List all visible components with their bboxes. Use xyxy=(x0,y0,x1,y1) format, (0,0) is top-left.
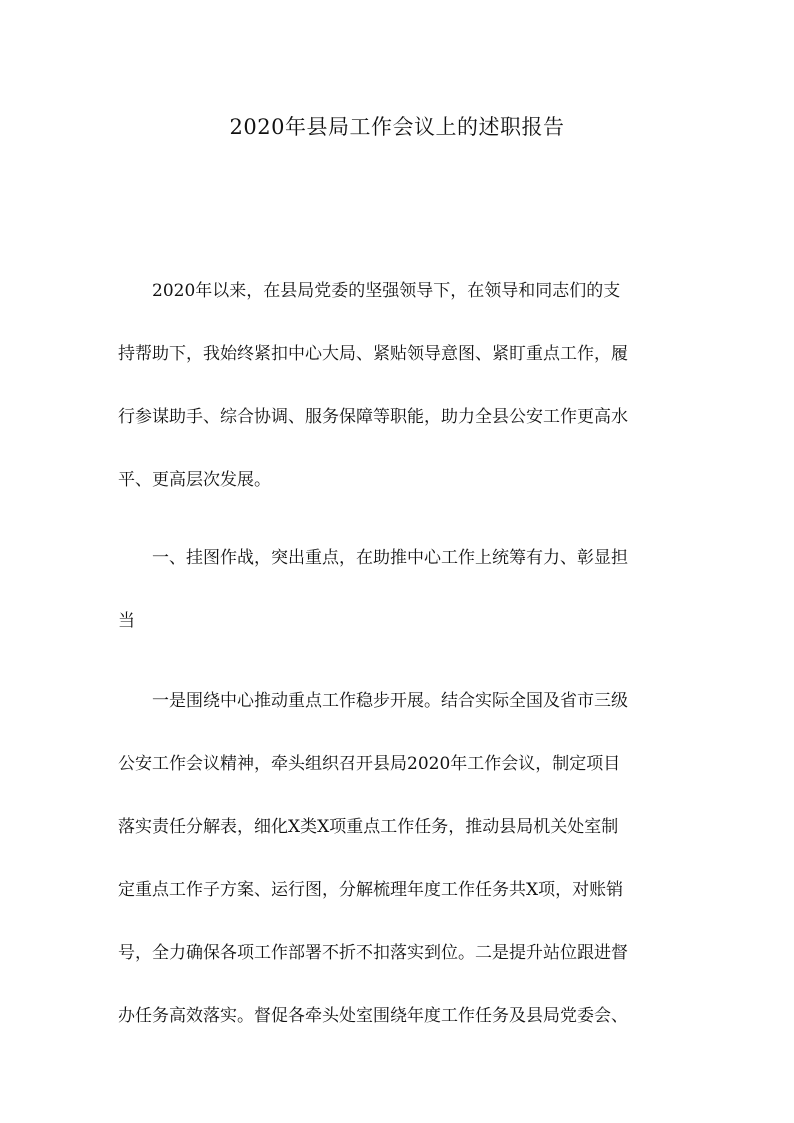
document-title: 2020年县局工作会议上的述职报告 xyxy=(229,115,565,139)
paragraph-line: 平、更高层次发展。 xyxy=(118,470,271,490)
paragraph-line: 公安工作会议精神，牵头组织召开县局2020年工作会议，制定项目 xyxy=(118,754,621,774)
paragraph-line: 2020年以来，在县局党委的坚强领导下，在领导和同志们的支 xyxy=(118,281,621,301)
paragraph-line: 定重点工作子方案、运行图，分解梳理年度工作任务共X项，对账销 xyxy=(118,880,624,900)
section-heading-line: 当 xyxy=(118,611,135,631)
paragraph-line: 持帮助下，我始终紧扣中心大局、紧贴领导意图、紧盯重点工作，履 xyxy=(118,344,628,364)
paragraph-line: 号，全力确保各项工作部署不折不扣落实到位。二是提升站位跟进督 xyxy=(118,943,628,963)
paragraph-line: 落实责任分解表，细化X类X项重点工作任务，推动县局机关处室制 xyxy=(118,817,619,837)
section-heading-line: 一、挂图作战，突出重点，在助推中心工作上统筹有力、彰显担 xyxy=(118,548,628,568)
paragraph-line: 行参谋助手、综合协调、服务保障等职能，助力全县公安工作更高水 xyxy=(118,407,628,427)
paragraph-line: 一是围绕中心推动重点工作稳步开展。结合实际全国及省市三级 xyxy=(118,691,628,711)
paragraph-line: 办任务高效落实。督促各牵头处室围绕年度工作任务及县局党委会、 xyxy=(118,1006,628,1026)
